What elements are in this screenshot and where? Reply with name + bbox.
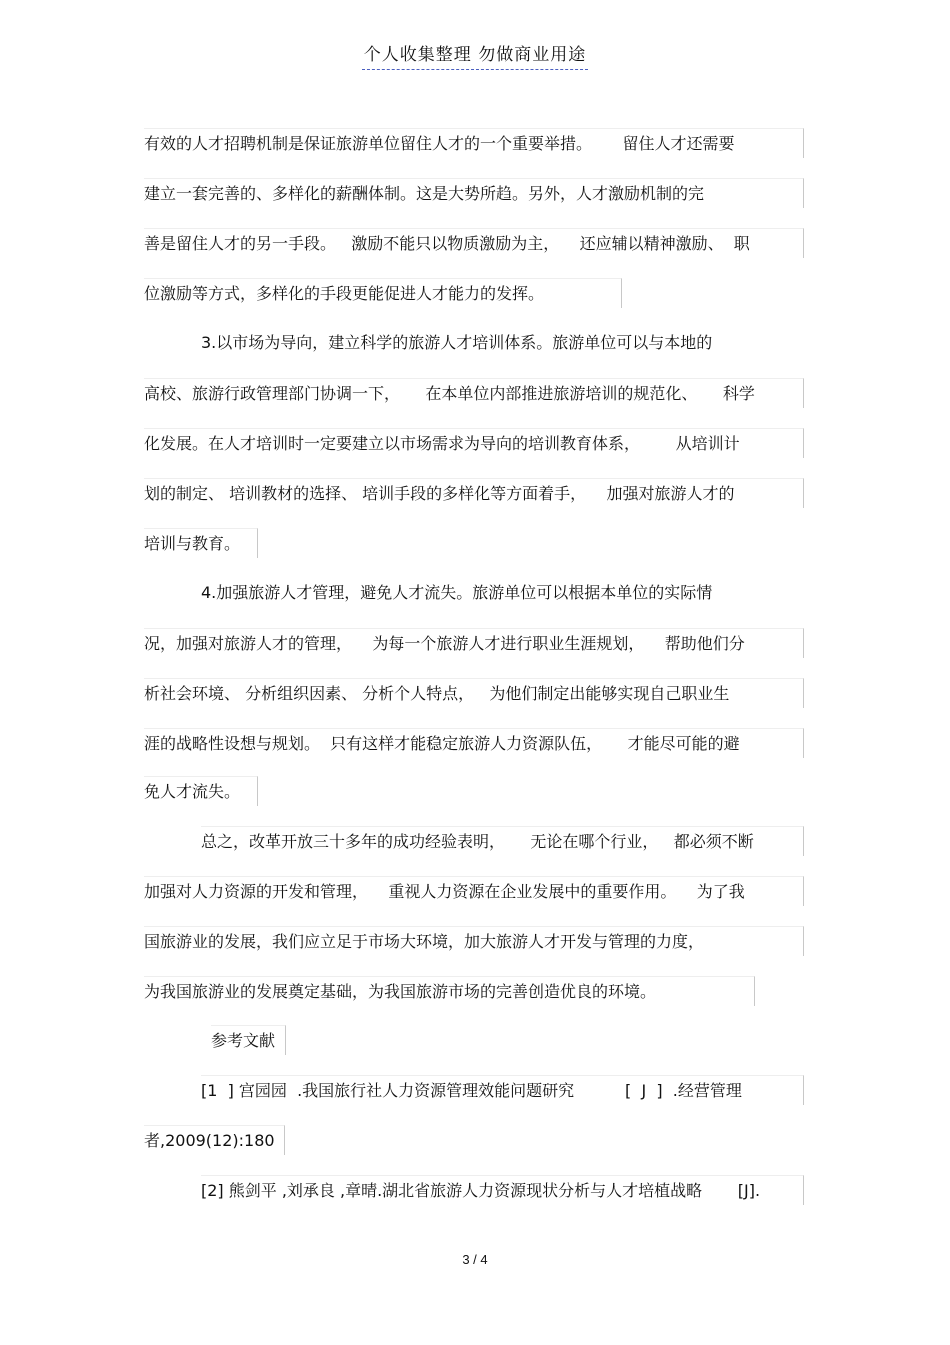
body-line: 善是留住人才的另一手段。 激励不能只以物质激励为主， 还应辅以精神激励、 职 (144, 228, 804, 258)
page-header (0, 40, 950, 65)
body-line: 涯的战略性设想与规划。 只有这样才能稳定旅游人力资源队伍， 才能尽可能的避 (144, 728, 804, 758)
header-text: 个人收集整理 勿做商业用途 (362, 45, 588, 70)
body-line: 建立一套完善的、多样化的薪酬体制。这是大势所趋。另外，人才激励机制的完 (144, 178, 804, 208)
body-line: 高校、旅游行政管理部门协调一下， 在本单位内部推进旅游培训的规范化、 科学 (144, 378, 804, 408)
body-line: 况，加强对旅游人才的管理， 为每一个旅游人才进行职业生涯规划， 帮助他们分 (144, 628, 804, 658)
reference-item: [1 ] 宫园园 .我国旅行社人力资源管理效能问题研究 [ J ] .经营管理 (201, 1075, 804, 1105)
body-line: 加强对人力资源的开发和管理， 重视人力资源在企业发展中的重要作用。 为了我 (144, 876, 804, 906)
body-line: 为我国旅游业的发展奠定基础，为我国旅游市场的完善创造优良的环境。 (144, 976, 755, 1006)
body-line: 免人才流失。 (144, 776, 258, 806)
body-line: 国旅游业的发展，我们应立足于市场大环境，加大旅游人才开发与管理的力度， (144, 926, 804, 956)
paragraph-heading: 3.以市场为导向，建立科学的旅游人才培训体系。旅游单位可以与本地的 (201, 333, 713, 352)
paragraph-heading: 4.加强旅游人才管理，避免人才流失。旅游单位可以根据本单位的实际情 (201, 583, 713, 602)
body-line: 划的制定、 培训教材的选择、 培训手段的多样化等方面着手， 加强对旅游人才的 (144, 478, 804, 508)
body-line: 化发展。在人才培训时一定要建立以市场需求为导向的培训教育体系， 从培训计 (144, 428, 804, 458)
reference-item: [2] 熊剑平 ,刘承良 ,章晴.湖北省旅游人力资源现状分析与人才培植战略 [J]. (201, 1175, 804, 1205)
body-line: 总之，改革开放三十多年的成功经验表明， 无论在哪个行业， 都必须不断 (201, 826, 804, 856)
references-heading: 参考文献 (211, 1025, 286, 1055)
reference-item: 者,2009(12):180 (144, 1125, 285, 1155)
page-number: 3 / 4 (462, 1252, 488, 1267)
body-line: 析社会环境、 分析组织因素、 分析个人特点， 为他们制定出能够实现自己职业生 (144, 678, 804, 708)
body-line: 位激励等方式，多样化的手段更能促进人才能力的发挥。 (144, 278, 622, 308)
body-line: 有效的人才招聘机制是保证旅游单位留住人才的一个重要举措。 留住人才还需要 (144, 128, 804, 158)
body-line: 培训与教育。 (144, 528, 258, 558)
